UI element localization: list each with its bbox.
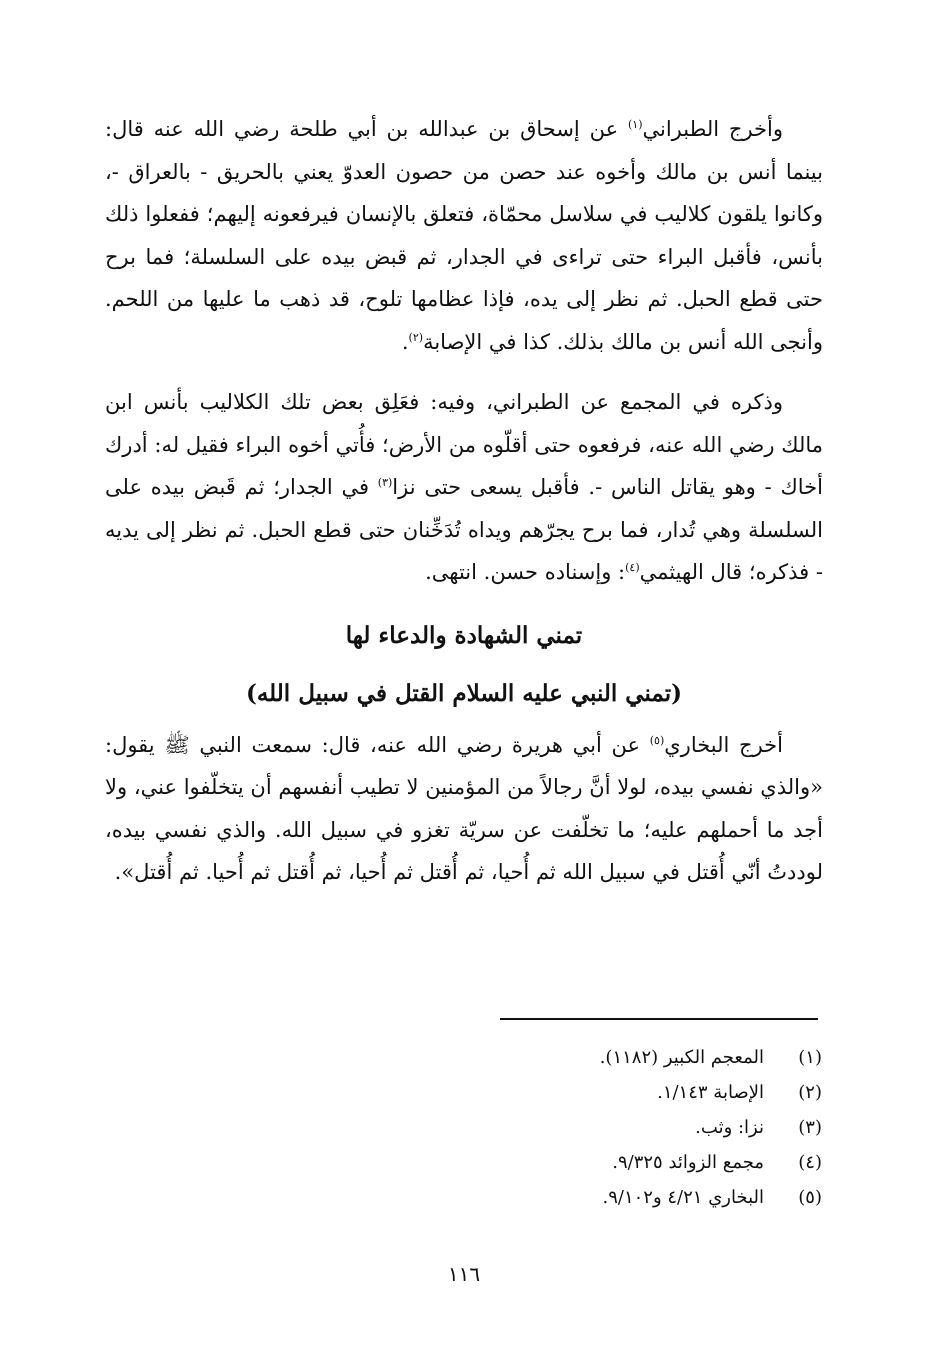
footnote-number: (٢) — [798, 1082, 822, 1103]
subsection-heading: (تمني النبي عليه السلام القتل في سبيل الله) — [245, 679, 683, 707]
footnote-ref-5: (٥) — [649, 733, 665, 747]
section-heading: تمني الشهادة والدعاء لها — [345, 621, 583, 649]
footnotes-list — [400, 1040, 822, 1215]
footnote-ref-1: (١) — [627, 118, 643, 131]
footnote-text: البخاري ٤/٢١ و٩/١٠٢. — [602, 1187, 764, 1208]
page-number: ١١٦ — [447, 1262, 481, 1286]
para2-text-middle: في الجدار؛ ثم قَبض بيده على السلسلة وهي تُدار، فما برح يجرّهم ويداه تُدَخِّنان حتى قطع الحبل. ثم نظر إلى يديه - فذكره؛ قال الهيثمي — [105, 475, 823, 584]
footnote-text: نزا: وثب. — [695, 1117, 764, 1138]
paragraph-majma — [105, 381, 823, 594]
footnote-number: (٣) — [798, 1117, 822, 1138]
footnote-item — [400, 1040, 822, 1075]
footnote-ref-3: (٣) — [377, 476, 393, 489]
footnote-text: الإصابة ١/١٤٣. — [657, 1082, 764, 1103]
page-body — [105, 108, 823, 894]
footnote-ref-4: (٤) — [625, 561, 640, 574]
footnote-divider — [500, 1018, 818, 1020]
paragraph-bukhari — [105, 724, 823, 894]
para3-text-start: أخرج البخاري — [664, 732, 783, 757]
footnote-item — [400, 1110, 822, 1145]
para3-text-body: عن أبي هريرة رضي الله عنه، قال: سمعت النبي ﷺ يقول: «والذي نفسي بيده، لولا أنَّ رجالاً من المؤمنين لا تطيب أنفسهم أن يتخلّفوا عني، ولا أجد ما أحملهم عليه؛ ما تخلّفت عن سريّة تغزو في سبيل الله. والذي نفسي بيده، لوددتُ أنّي أُقتل في سبيل الله ثم أُحيا، ثم أُقتل ثم أُحيا، ثم أُقتل ثم أُحيا. ثم أُقتل». — [105, 732, 823, 884]
footnote-item — [400, 1145, 822, 1180]
para1-text-start: وأخرج الطبراني — [642, 117, 783, 141]
footnote-text: مجمع الزوائد ٩/٣٢٥. — [612, 1152, 764, 1173]
para1-text-middle: عن إسحاق بن عبدالله بن أبي طلحة رضي الله عنه قال: بينما أنس بن مالك وأخوه عند حصن من حصون العدوّ يعني بالحريق - بالعراق -، وكانوا يلقون كلاليب في سلاسل محمّاة، فتعلق بالإنسان فيرفعونه إليهم؛ ففعلوا ذلك بأنس، فأقبل البراء حتى تراءى في الجدار، ثم قبض بيده على السلسلة؛ فما برح حتى قطع الحبل. ثم نظر إلى يده، فإذا عظامها تلوح، قد ذهب ما عليها من اللحم. وأنجى الله أنس بن مالك بذلك. كذا في الإصابة — [105, 117, 823, 354]
footnote-number: (٤) — [798, 1152, 822, 1173]
footnote-item — [400, 1075, 822, 1110]
footnote-ref-2: (٢) — [408, 330, 424, 344]
para1-text-end: . — [401, 329, 409, 354]
footnote-text: المعجم الكبير (١١٨٢). — [599, 1047, 764, 1068]
para2-text-start: وذكره في المجمع عن الطبراني، وفيه: فعَلِق بعض تلك الكلاليب بأنس ابن مالك رضي الله عنه، فرفعوه حتى أقلّوه من الأرض؛ فأُتي أخوه البراء فقيل له: أدرك أخاك - وهو يقاتل الناس -. فأقبل يسعى حتى نزا — [105, 390, 823, 499]
footnote-number: (١) — [798, 1047, 822, 1068]
para2-text-end: : وإسناده حسن. انتهى. — [425, 560, 626, 584]
paragraph-tabarani — [105, 108, 823, 363]
footnote-item — [400, 1180, 822, 1215]
footnote-number: (٥) — [798, 1187, 822, 1208]
